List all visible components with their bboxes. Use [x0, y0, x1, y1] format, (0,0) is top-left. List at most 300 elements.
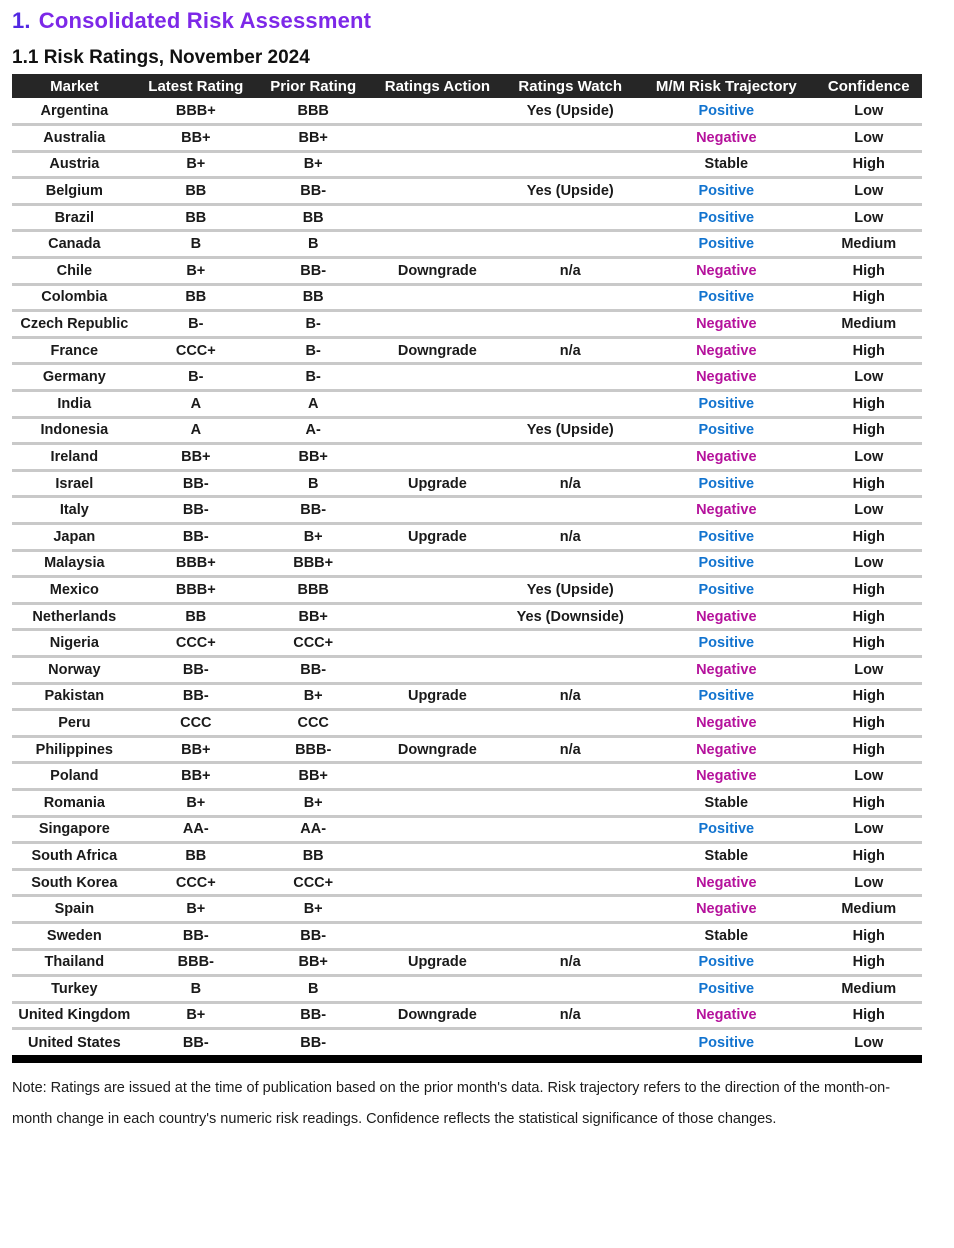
cell-watch	[503, 497, 637, 524]
cell-action	[371, 550, 503, 577]
cell-watch	[503, 550, 637, 577]
cell-prior: A-	[255, 417, 371, 444]
table-row	[12, 577, 922, 604]
cell-trajectory: Stable	[637, 151, 815, 178]
cell-latest: BB-	[137, 683, 255, 710]
cell-prior: BBB-	[255, 736, 371, 763]
cell-action: Downgrade	[371, 736, 503, 763]
cell-market: Malaysia	[12, 550, 137, 577]
cell-trajectory: Positive	[637, 577, 815, 604]
cell-action	[371, 417, 503, 444]
cell-latest: BB+	[137, 125, 255, 152]
cell-watch	[503, 231, 637, 258]
cell-watch	[503, 444, 637, 471]
cell-confidence: High	[815, 1002, 922, 1029]
cell-trajectory: Negative	[637, 869, 815, 896]
cell-market: Mexico	[12, 577, 137, 604]
cell-watch: Yes (Upside)	[503, 577, 637, 604]
cell-latest: BB-	[137, 470, 255, 497]
column-header-ratings-action: Ratings Action	[371, 74, 503, 98]
cell-latest: B+	[137, 258, 255, 285]
cell-watch	[503, 204, 637, 231]
column-header-ratings-watch: Ratings Watch	[503, 74, 637, 98]
cell-market: Japan	[12, 524, 137, 551]
cell-market: Nigeria	[12, 630, 137, 657]
cell-trajectory: Negative	[637, 497, 815, 524]
cell-confidence: High	[815, 417, 922, 444]
cell-trajectory: Negative	[637, 656, 815, 683]
cell-action	[371, 710, 503, 737]
cell-prior: BB-	[255, 258, 371, 285]
table-row	[12, 816, 922, 843]
cell-latest: BB	[137, 284, 255, 311]
cell-confidence: High	[815, 284, 922, 311]
cell-market: Australia	[12, 125, 137, 152]
cell-trajectory: Positive	[637, 284, 815, 311]
cell-prior: CCC	[255, 710, 371, 737]
cell-action	[371, 789, 503, 816]
cell-confidence: Medium	[815, 311, 922, 338]
cell-trajectory: Stable	[637, 789, 815, 816]
cell-action	[371, 98, 503, 125]
cell-watch	[503, 151, 637, 178]
cell-watch: n/a	[503, 470, 637, 497]
cell-confidence: Low	[854, 102, 884, 119]
cell-trajectory: Negative	[637, 125, 815, 152]
cell-action: Downgrade	[371, 258, 503, 285]
cell-confidence: Low	[815, 656, 922, 683]
cell-action	[371, 444, 503, 471]
cell-latest: BB-	[137, 1029, 255, 1056]
cell-trajectory: Negative	[637, 444, 815, 471]
cell-confidence: High	[815, 710, 922, 737]
cell-confidence: High	[815, 577, 922, 604]
cell-trajectory: Negative	[637, 364, 815, 391]
cell-latest: BB	[137, 603, 255, 630]
cell-prior: B	[255, 976, 371, 1003]
cell-watch	[503, 816, 637, 843]
cell-prior: CCC+	[255, 630, 371, 657]
cell-market: South Korea	[12, 869, 137, 896]
table-row	[12, 151, 922, 178]
table-row	[12, 470, 922, 497]
cell-trajectory: Positive	[637, 391, 815, 418]
cell-prior: BB+	[255, 125, 371, 152]
cell-latest: BB	[137, 843, 255, 870]
cell-market: Romania	[12, 789, 137, 816]
cell-confidence: High	[815, 789, 922, 816]
cell-prior: AA-	[255, 816, 371, 843]
cell-confidence: Low	[815, 869, 922, 896]
table-row	[12, 763, 922, 790]
cell-confidence: Medium	[815, 231, 922, 258]
cell-market: Czech Republic	[12, 311, 137, 338]
table-row	[12, 949, 922, 976]
table-row	[12, 364, 922, 391]
cell-prior: BB+	[255, 763, 371, 790]
section-title: Consolidated Risk Assessment	[38, 8, 372, 33]
cell-watch: n/a	[503, 949, 637, 976]
column-header-confidence: Confidence	[815, 74, 922, 98]
cell-prior: B	[255, 231, 371, 258]
table-row	[12, 524, 922, 551]
cell-trajectory: Positive	[637, 178, 815, 205]
cell-confidence: Medium	[815, 976, 922, 1003]
cell-confidence: Low	[815, 364, 922, 391]
cell-action	[371, 231, 503, 258]
column-header-prior-rating: Prior Rating	[255, 74, 371, 98]
cell-market: Austria	[12, 151, 137, 178]
cell-watch	[503, 869, 637, 896]
cell-market: Philippines	[12, 736, 137, 763]
cell-action	[371, 603, 503, 630]
cell-market: Brazil	[12, 204, 137, 231]
cell-latest: B+	[137, 789, 255, 816]
cell-prior: B+	[255, 896, 371, 923]
cell-watch	[503, 284, 637, 311]
cell-confidence: High	[815, 258, 922, 285]
table-header-row	[12, 74, 922, 98]
cell-latest: BBB+	[137, 550, 255, 577]
section-number: 1.	[12, 8, 31, 33]
cell-trajectory: Negative	[637, 337, 815, 364]
cell-action	[371, 284, 503, 311]
cell-latest: B-	[137, 364, 255, 391]
cell-market: Belgium	[12, 178, 137, 205]
cell-latest: BB+	[137, 736, 255, 763]
cell-market: Singapore	[12, 816, 137, 843]
table-row	[12, 710, 922, 737]
cell-prior: BB+	[255, 444, 371, 471]
cell-trajectory: Positive	[637, 470, 815, 497]
cell-watch	[503, 364, 637, 391]
cell-latest: BBB+	[137, 577, 255, 604]
cell-prior: BB-	[255, 178, 371, 205]
cell-confidence: High	[815, 151, 922, 178]
table-row	[12, 204, 922, 231]
cell-action: Downgrade	[371, 1002, 503, 1029]
cell-confidence: High	[815, 630, 922, 657]
cell-market: Italy	[12, 497, 137, 524]
cell-latest: A	[137, 391, 255, 418]
cell-prior: BBB+	[255, 550, 371, 577]
cell-market: Spain	[12, 896, 137, 923]
cell-market: Germany	[12, 364, 137, 391]
cell-trajectory: Negative	[637, 896, 815, 923]
cell-watch	[503, 391, 637, 418]
cell-market: Turkey	[12, 976, 137, 1003]
cell-latest: BB-	[137, 922, 255, 949]
cell-action	[371, 311, 503, 338]
table-subtitle: 1.1 Risk Ratings, November 2024	[12, 47, 310, 68]
cell-action: Downgrade	[371, 337, 503, 364]
cell-action	[371, 869, 503, 896]
cell-watch	[503, 843, 637, 870]
cell-latest: BB	[137, 178, 255, 205]
cell-watch: n/a	[503, 736, 637, 763]
cell-market: Israel	[12, 470, 137, 497]
cell-latest: B+	[137, 1002, 255, 1029]
cell-confidence: High	[815, 603, 922, 630]
cell-watch	[503, 789, 637, 816]
cell-prior: BB+	[255, 949, 371, 976]
cell-watch: n/a	[503, 524, 637, 551]
cell-action	[371, 364, 503, 391]
cell-watch	[503, 311, 637, 338]
cell-trajectory: Positive	[637, 683, 815, 710]
cell-confidence: Low	[815, 763, 922, 790]
cell-trajectory: Positive	[637, 204, 815, 231]
cell-watch	[503, 763, 637, 790]
cell-prior: BB+	[255, 603, 371, 630]
cell-latest: CCC+	[137, 869, 255, 896]
cell-trajectory: Positive	[637, 1029, 815, 1056]
cell-trajectory: Negative	[637, 603, 815, 630]
cell-latest: BB+	[137, 444, 255, 471]
column-header-m-m-risk-trajectory: M/M Risk Trajectory	[637, 74, 815, 98]
cell-market: Thailand	[12, 949, 137, 976]
cell-prior: B-	[255, 364, 371, 391]
table-row	[12, 896, 922, 923]
cell-market: Netherlands	[12, 603, 137, 630]
cell-action: Upgrade	[371, 524, 503, 551]
cell-action: Upgrade	[371, 949, 503, 976]
page-title	[12, 8, 922, 34]
cell-trajectory: Positive	[637, 630, 815, 657]
cell-latest: CCC	[137, 710, 255, 737]
cell-action	[371, 391, 503, 418]
cell-trajectory: Positive	[637, 949, 815, 976]
cell-trajectory: Positive	[637, 524, 815, 551]
table-row	[12, 1029, 922, 1056]
table-header	[12, 74, 922, 98]
cell-prior: B+	[255, 151, 371, 178]
cell-action	[371, 497, 503, 524]
cell-prior: BB-	[255, 1029, 371, 1056]
cell-confidence: High	[815, 843, 922, 870]
cell-latest: BB+	[137, 763, 255, 790]
cell-trajectory: Negative	[637, 763, 815, 790]
cell-prior: CCC+	[255, 869, 371, 896]
cell-action	[371, 178, 503, 205]
table-row	[12, 125, 922, 152]
cell-prior: BBB	[297, 102, 329, 119]
cell-trajectory: Stable	[637, 843, 815, 870]
cell-latest: B+	[137, 151, 255, 178]
cell-prior: BB	[255, 284, 371, 311]
table-row	[12, 178, 922, 205]
cell-watch	[503, 922, 637, 949]
cell-watch: Yes (Upside)	[503, 417, 637, 444]
table-row	[12, 497, 922, 524]
cell-latest: B+	[137, 896, 255, 923]
table-row	[12, 1002, 922, 1029]
cell-market: United States	[12, 1029, 137, 1056]
cell-confidence: High	[815, 922, 922, 949]
cell-watch	[503, 125, 637, 152]
cell-trajectory: Negative	[637, 311, 815, 338]
cell-market: Peru	[12, 710, 137, 737]
table-row	[12, 656, 922, 683]
cell-prior: BB	[255, 204, 371, 231]
table-row	[12, 444, 922, 471]
cell-latest: CCC+	[137, 337, 255, 364]
cell-latest: BB	[137, 204, 255, 231]
table-row	[12, 922, 922, 949]
cell-action	[371, 763, 503, 790]
cell-prior: B-	[255, 311, 371, 338]
cell-confidence: Low	[815, 204, 922, 231]
cell-action	[371, 630, 503, 657]
cell-action	[371, 151, 503, 178]
cell-watch: Yes (Downside)	[503, 603, 637, 630]
cell-confidence: Low	[815, 178, 922, 205]
cell-prior: BBB	[255, 577, 371, 604]
cell-latest: AA-	[137, 816, 255, 843]
table-row	[12, 337, 922, 364]
cell-action: Upgrade	[371, 470, 503, 497]
cell-watch	[503, 656, 637, 683]
table-row	[12, 843, 922, 870]
cell-market: Ireland	[12, 444, 137, 471]
cell-action	[371, 896, 503, 923]
table-row	[12, 736, 922, 763]
cell-market: Chile	[12, 258, 137, 285]
cell-market: Sweden	[12, 922, 137, 949]
footnote: Note: Ratings are issued at the time of publication based on the prior month's data. Risk trajectory refers to the direction of the month-on-month change in each country's numeric risk readings. Confidence reflects the statistical significance of those changes.	[12, 1080, 891, 1127]
cell-watch	[503, 976, 637, 1003]
cell-latest: B	[137, 976, 255, 1003]
cell-action	[371, 922, 503, 949]
cell-action	[371, 816, 503, 843]
cell-market: India	[12, 391, 137, 418]
cell-confidence: Low	[815, 550, 922, 577]
cell-trajectory: Positive	[637, 816, 815, 843]
cell-market: Norway	[12, 656, 137, 683]
cell-prior: B	[255, 470, 371, 497]
cell-confidence: High	[815, 524, 922, 551]
cell-latest: BBB+	[175, 102, 216, 119]
cell-trajectory: Positive	[698, 102, 755, 119]
cell-watch: n/a	[503, 1002, 637, 1029]
cell-action	[371, 577, 503, 604]
table-row	[12, 391, 922, 418]
cell-market: South Africa	[12, 843, 137, 870]
cell-trajectory: Negative	[637, 736, 815, 763]
cell-market: Canada	[12, 231, 137, 258]
cell-prior: BB-	[255, 656, 371, 683]
cell-trajectory: Positive	[637, 550, 815, 577]
cell-trajectory: Negative	[637, 1002, 815, 1029]
cell-prior: BB	[255, 843, 371, 870]
table-row	[12, 603, 922, 630]
cell-latest: A	[137, 417, 255, 444]
column-header-market: Market	[12, 74, 137, 98]
table-row	[12, 417, 922, 444]
cell-watch	[503, 710, 637, 737]
table-row	[12, 683, 922, 710]
cell-action	[371, 125, 503, 152]
cell-trajectory: Stable	[637, 922, 815, 949]
cell-trajectory: Positive	[637, 417, 815, 444]
risk-ratings-table	[12, 74, 922, 1055]
cell-watch: n/a	[503, 258, 637, 285]
cell-trajectory: Positive	[637, 231, 815, 258]
cell-watch: Yes (Upside)	[503, 178, 637, 205]
table-row	[12, 98, 922, 125]
cell-trajectory: Positive	[637, 976, 815, 1003]
cell-market: Argentina	[40, 102, 109, 119]
cell-trajectory: Negative	[637, 710, 815, 737]
table-row	[12, 258, 922, 285]
cell-confidence: Low	[815, 1029, 922, 1056]
cell-latest: CCC+	[137, 630, 255, 657]
table-row	[12, 311, 922, 338]
column-header-latest-rating: Latest Rating	[137, 74, 255, 98]
cell-latest: B-	[137, 311, 255, 338]
table-body	[12, 98, 922, 1055]
cell-prior: BB-	[255, 497, 371, 524]
cell-action	[371, 1029, 503, 1056]
cell-confidence: Low	[815, 125, 922, 152]
cell-confidence: High	[815, 736, 922, 763]
cell-watch	[503, 630, 637, 657]
cell-prior: BB-	[255, 922, 371, 949]
cell-latest: BB-	[137, 524, 255, 551]
cell-prior: B+	[255, 524, 371, 551]
cell-confidence: High	[815, 470, 922, 497]
cell-latest: B	[137, 231, 255, 258]
cell-confidence: Low	[815, 444, 922, 471]
cell-prior: BB-	[255, 1002, 371, 1029]
cell-confidence: Medium	[815, 896, 922, 923]
cell-prior: A	[255, 391, 371, 418]
cell-action	[371, 843, 503, 870]
cell-action	[371, 656, 503, 683]
cell-watch	[503, 896, 637, 923]
cell-watch: n/a	[503, 683, 637, 710]
cell-confidence: High	[815, 683, 922, 710]
cell-latest: BBB-	[137, 949, 255, 976]
table-row	[12, 630, 922, 657]
cell-watch: Yes (Upside)	[526, 102, 614, 119]
table-row	[12, 976, 922, 1003]
cell-confidence: High	[815, 337, 922, 364]
table-row	[12, 869, 922, 896]
cell-market: Indonesia	[12, 417, 137, 444]
cell-market: Pakistan	[12, 683, 137, 710]
cell-action	[371, 204, 503, 231]
cell-trajectory: Negative	[637, 258, 815, 285]
cell-market: France	[12, 337, 137, 364]
cell-market: Poland	[12, 763, 137, 790]
cell-watch	[503, 1029, 637, 1056]
cell-confidence: High	[815, 391, 922, 418]
cell-confidence: Low	[815, 497, 922, 524]
cell-prior: B+	[255, 683, 371, 710]
table-row	[12, 284, 922, 311]
table-bottom-rule	[12, 1055, 922, 1063]
cell-confidence: Low	[815, 816, 922, 843]
cell-market: United Kingdom	[12, 1002, 137, 1029]
cell-market: Colombia	[12, 284, 137, 311]
cell-prior: B-	[255, 337, 371, 364]
table-row	[12, 231, 922, 258]
cell-action: Upgrade	[371, 683, 503, 710]
cell-action	[371, 976, 503, 1003]
cell-watch: n/a	[503, 337, 637, 364]
cell-latest: BB-	[137, 497, 255, 524]
